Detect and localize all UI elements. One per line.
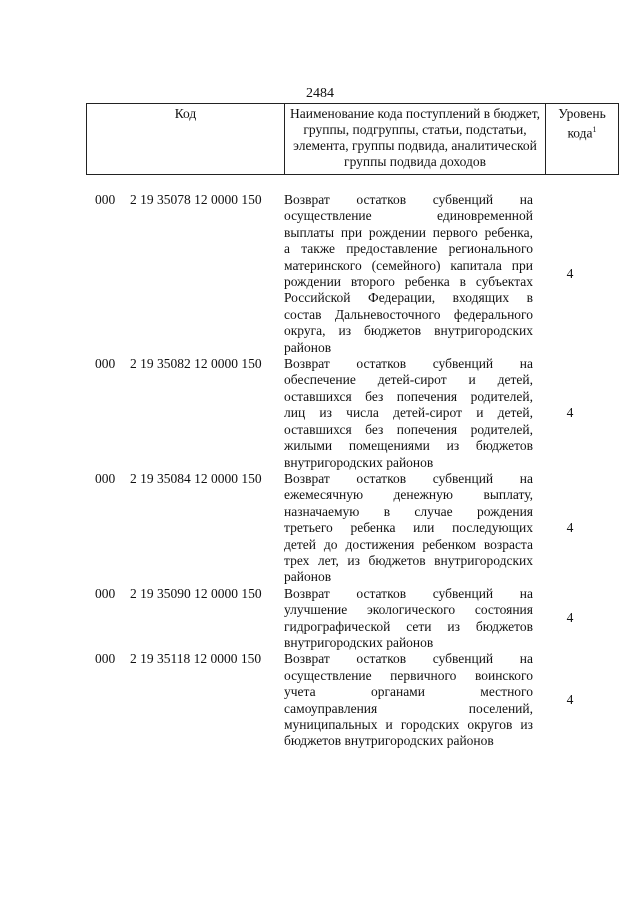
- row-admin-code: 000: [95, 356, 116, 372]
- row-description-line: жилыми помещениями из бюджетов: [284, 438, 533, 454]
- row-description-line: состав Дальневосточного федерального: [284, 306, 533, 322]
- header-level-footnote: 1: [592, 125, 597, 134]
- row-description-line: учета органами местного: [284, 684, 533, 700]
- row-description-line: оставшихся без попечения родителей,: [284, 388, 533, 404]
- row-description-line: Возврат остатков субвенций на: [284, 356, 533, 372]
- row-description-line: внутригородских районов: [284, 634, 434, 650]
- row-description-line: детей до достижения ребенком возраста: [284, 536, 533, 552]
- row-description: [284, 356, 533, 471]
- row-description-line: Возврат остатков субвенций на: [284, 585, 533, 601]
- row-budget-code: 2 19 35118 12 0000 150: [130, 651, 262, 667]
- table-row: [0, 471, 640, 586]
- row-description-line: самоуправления поселений,: [284, 700, 533, 716]
- row-budget-code: 2 19 35082 12 0000 150: [130, 356, 262, 372]
- row-admin-code: 000: [95, 192, 116, 207]
- row-level: 4: [566, 520, 574, 536]
- table-body: [0, 192, 640, 750]
- header-name: [285, 104, 546, 175]
- row-description-line: Возврат остатков субвенций на: [284, 192, 533, 207]
- row-description-line: Возврат остатков субвенций на: [284, 470, 533, 486]
- table-header: [86, 103, 619, 175]
- table-row: [0, 356, 640, 471]
- row-admin-code: 000: [95, 585, 116, 601]
- row-budget-code: 2 19 35090 12 0000 150: [130, 585, 262, 601]
- row-description: [284, 586, 533, 652]
- row-description-line: трех лет, из бюджетов внутригородских: [284, 552, 533, 568]
- row-description-line: лиц из числа детей-сирот и детей,: [284, 405, 533, 421]
- row-level: 4: [566, 692, 574, 708]
- row-level: 4: [566, 610, 574, 626]
- row-description-line: гидрографической сети из бюджетов: [284, 618, 533, 634]
- row-level: 4: [566, 405, 574, 421]
- row-budget-code: 2 19 35084 12 0000 150: [130, 470, 262, 486]
- row-description-line: третьего ребенка или последующих: [284, 520, 533, 536]
- row-description-line: улучшение экологического состояния: [284, 602, 533, 618]
- row-description-line: бюджетов внутригородских районов: [284, 733, 494, 749]
- row-description: [284, 651, 533, 749]
- page-number: 2484: [306, 86, 334, 101]
- header-level: [546, 104, 619, 175]
- row-description-line: а также предоставление регионального: [284, 241, 533, 257]
- row-description-line: районов: [284, 569, 332, 585]
- row-description-line: осуществление единовременной: [284, 208, 533, 224]
- row-description: [284, 471, 533, 586]
- header-code: [87, 104, 285, 175]
- row-description-line: назначаемую в случае рождения: [284, 503, 533, 519]
- row-description-line: Российской Федерации, входящих в: [284, 290, 533, 306]
- row-description: [284, 192, 533, 356]
- row-description-line: осуществление первичного воинского: [284, 667, 533, 683]
- row-admin-code: 000: [95, 470, 116, 486]
- row-description-line: материнского (семейного) капитала при: [284, 257, 533, 273]
- row-description-line: районов: [284, 339, 332, 355]
- table-row: [0, 651, 640, 749]
- row-description-line: внутригородских районов: [284, 454, 434, 470]
- row-description-line: рождении второго ребенка в субъектах: [284, 274, 533, 290]
- row-description-line: ежемесячную денежную выплату,: [284, 487, 533, 503]
- row-description-line: Возврат остатков субвенций на: [284, 651, 533, 667]
- row-level: 4: [566, 265, 574, 281]
- header-code-label: Код: [174, 106, 197, 121]
- row-description-line: округа, из бюджетов внутригородских: [284, 323, 533, 339]
- table-row: [0, 586, 640, 652]
- row-description-line: муниципальных и городских округов из: [284, 717, 533, 732]
- header-level-label: Уровень кода: [558, 106, 606, 141]
- row-description-line: выплаты при рождении первого ребенка,: [284, 224, 533, 240]
- table-row: [0, 192, 640, 356]
- row-admin-code: 000: [95, 651, 116, 667]
- row-budget-code: 2 19 35078 12 0000 150: [130, 192, 262, 207]
- row-description-line: оставшихся без попечения родителей,: [284, 421, 533, 437]
- row-description-line: обеспечение детей-сирот и детей,: [284, 372, 533, 388]
- header-name-label: Наименование кода поступлений в бюджет, группы, подгруппы, статьи, подстатьи, элемента, группы подвида, аналитической группы подвида доходов: [289, 106, 540, 169]
